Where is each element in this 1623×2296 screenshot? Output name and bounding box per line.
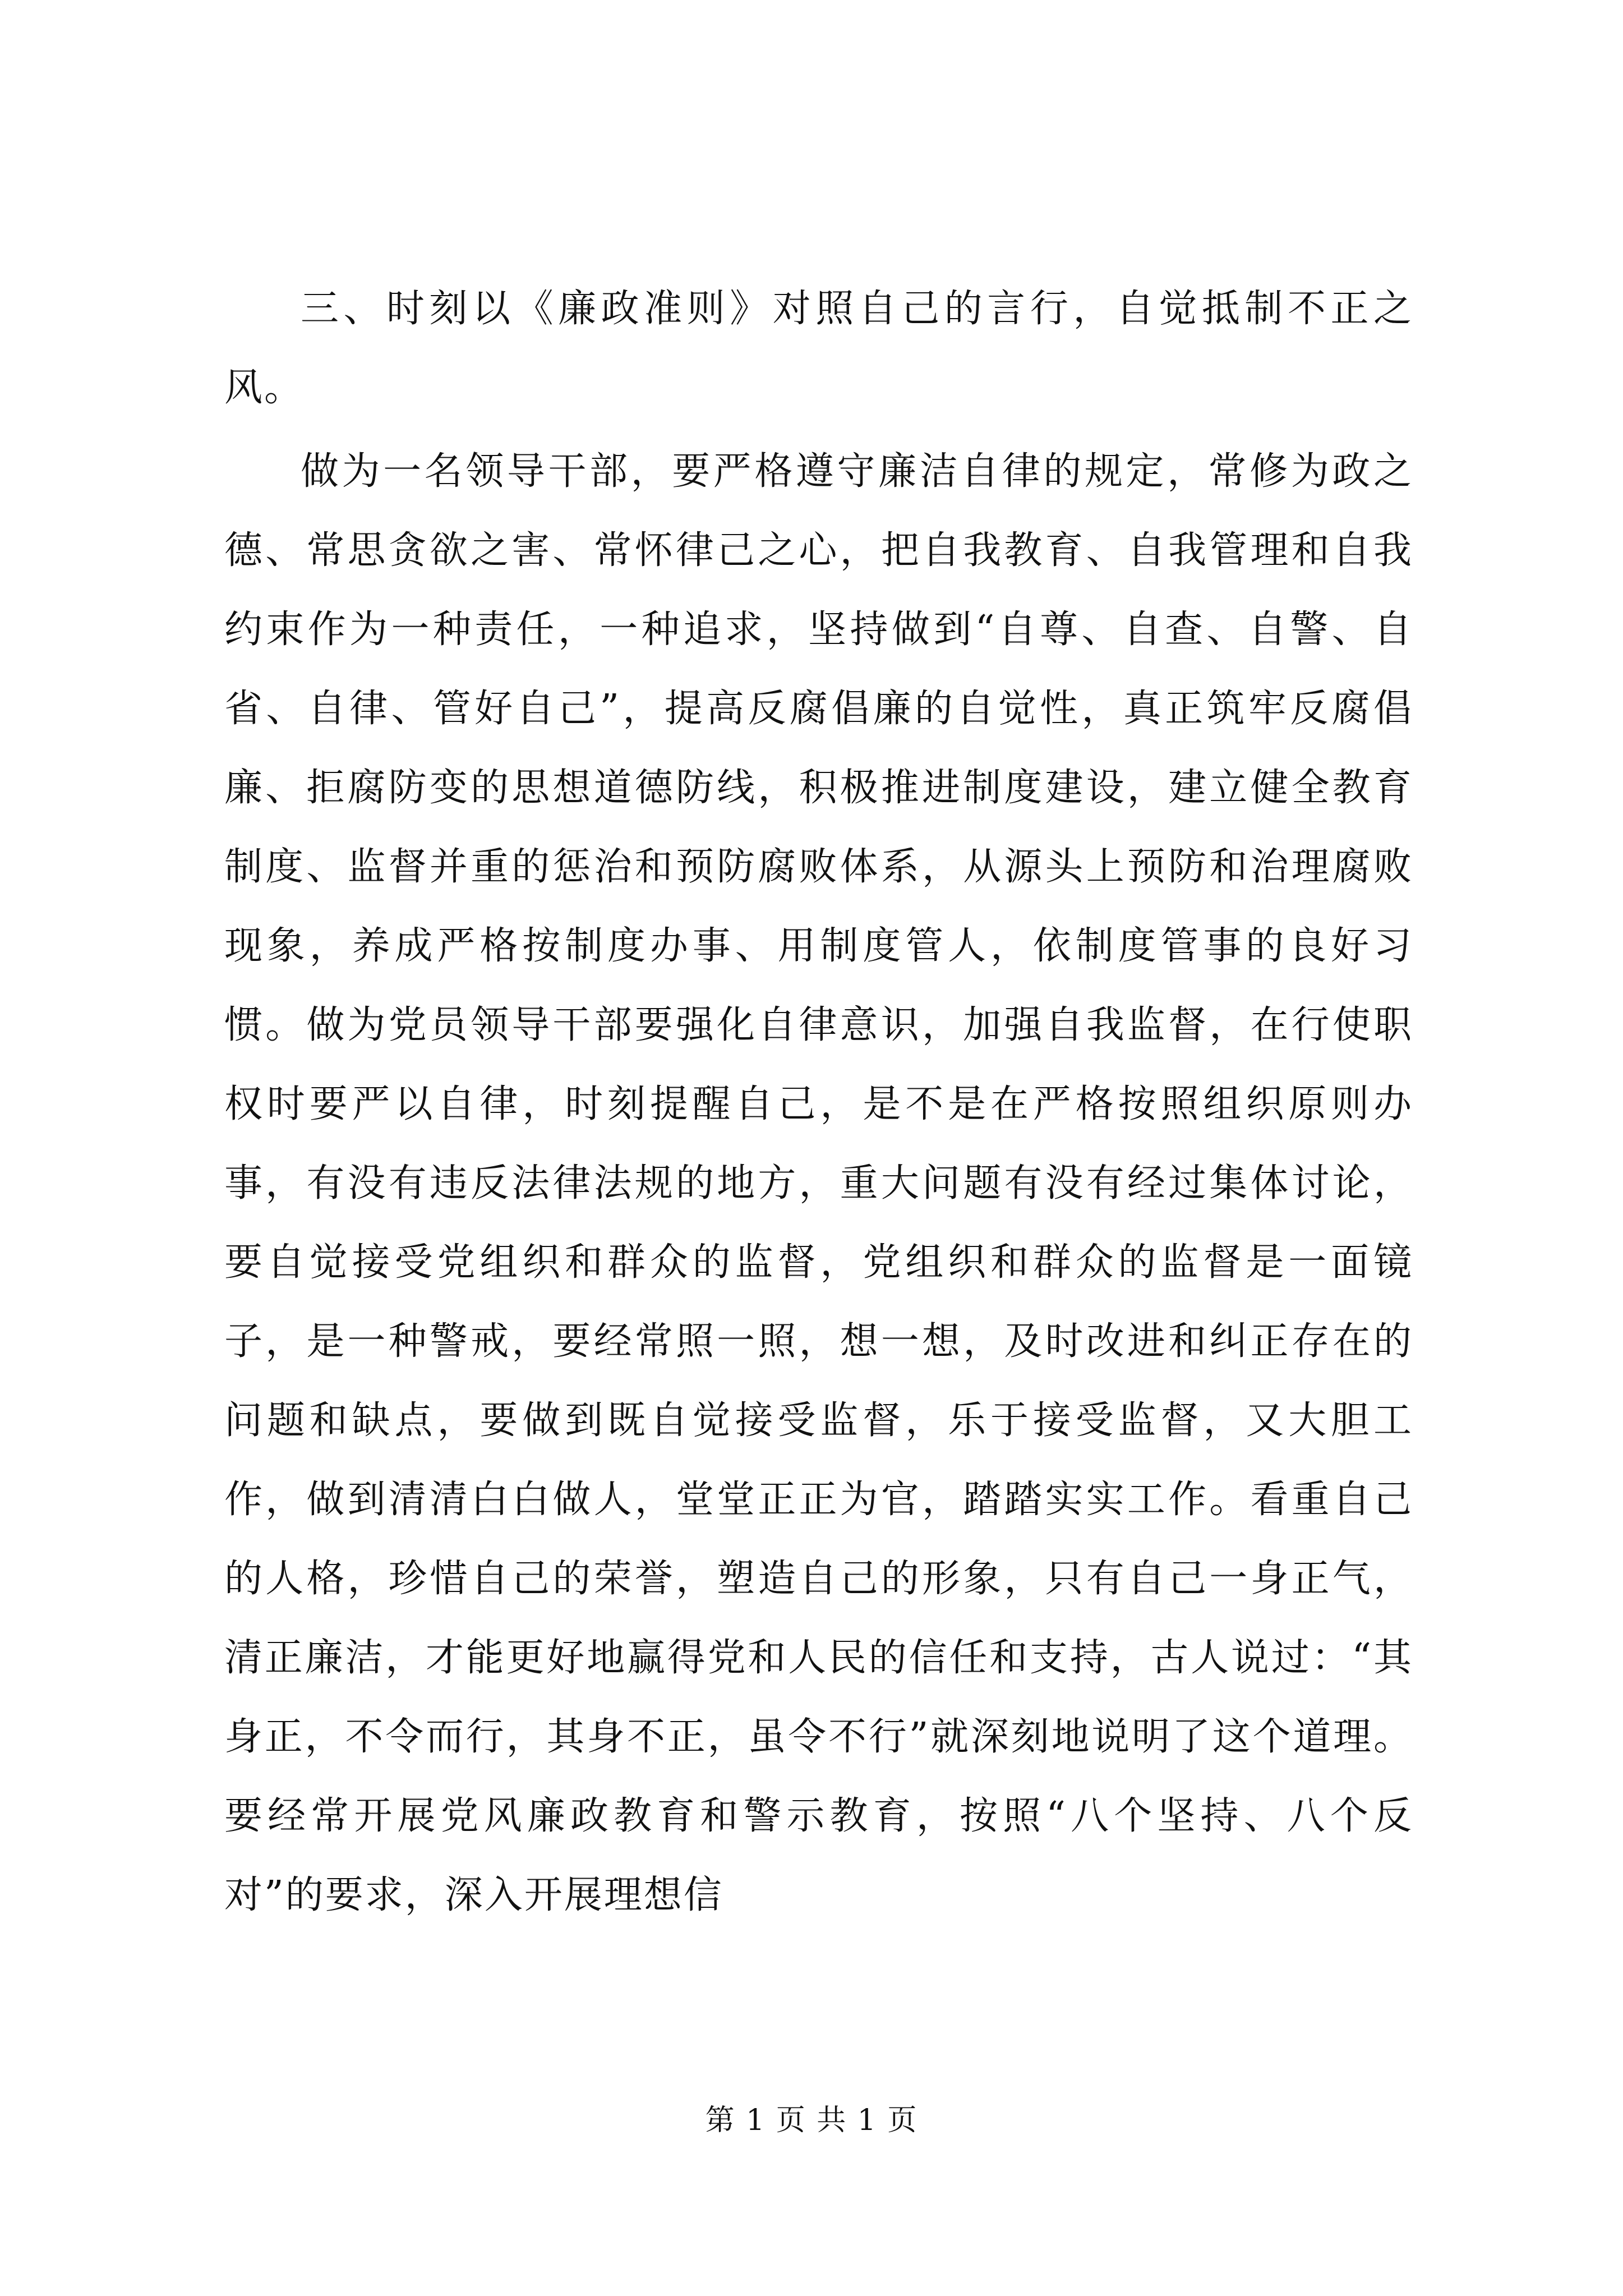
section-heading-paragraph: 三、时刻以《廉政准则》对照自己的言行，自觉抵制不正之风。 xyxy=(224,287,1413,410)
body-paragraph: 做为一名领导干部，要严格遵守廉洁自律的规定，常修为政之德、常思贪欲之害、常怀律己之心，把自我教育、自我管理和自我约束作为一种责任，一种追求，坚持做到“自尊、自查、自警、自省、自律、管好自己”，提高反腐倡廉的自觉性，真正筑牢反腐倡廉、拒腐防变的思想道德防线，积极推进制度建设，建立健全教育制度、监督并重的惩治和预防腐败体系，从源头上预防和治理腐败现象，养成严格按制度办事、用制度管人，依制度管事的良好习惯。做为党员领导干部要强化自律意识，加强自我监督，在行使职权时要严以自律，时刻提醒自己，是不是在严格按照组织原则办事，有没有违反法律法规的地方，重大问题有没有经过集体讨论，要自觉接受党组织和群众的监督，党组织和群众的监督是一面镜子，是一种警戒，要经常照一照，想一想，及时改进和纠正存在的问题和缺点，要做到既自觉接受监督，乐于接受监督，又大胆工作，做到清清白白做人，堂堂正正为官，踏踏实实工作。看重自己的人格，珍惜自己的荣誉，塑造自己的形象，只有自己一身正气，清正廉洁，才能更好地赢得党和人民的信任和支持，古人说过：“其身正，不令而行，其身不正，虽令不行”就深刻地说明了这个道理。要经常开展党风廉政教育和警示教育，按照“八个坚持、八个反对”的要求，深入开展理想信 xyxy=(224,449,1413,1917)
page-footer: 第 1 页 共 1 页 xyxy=(705,2104,918,2137)
document-body xyxy=(224,269,1413,1935)
